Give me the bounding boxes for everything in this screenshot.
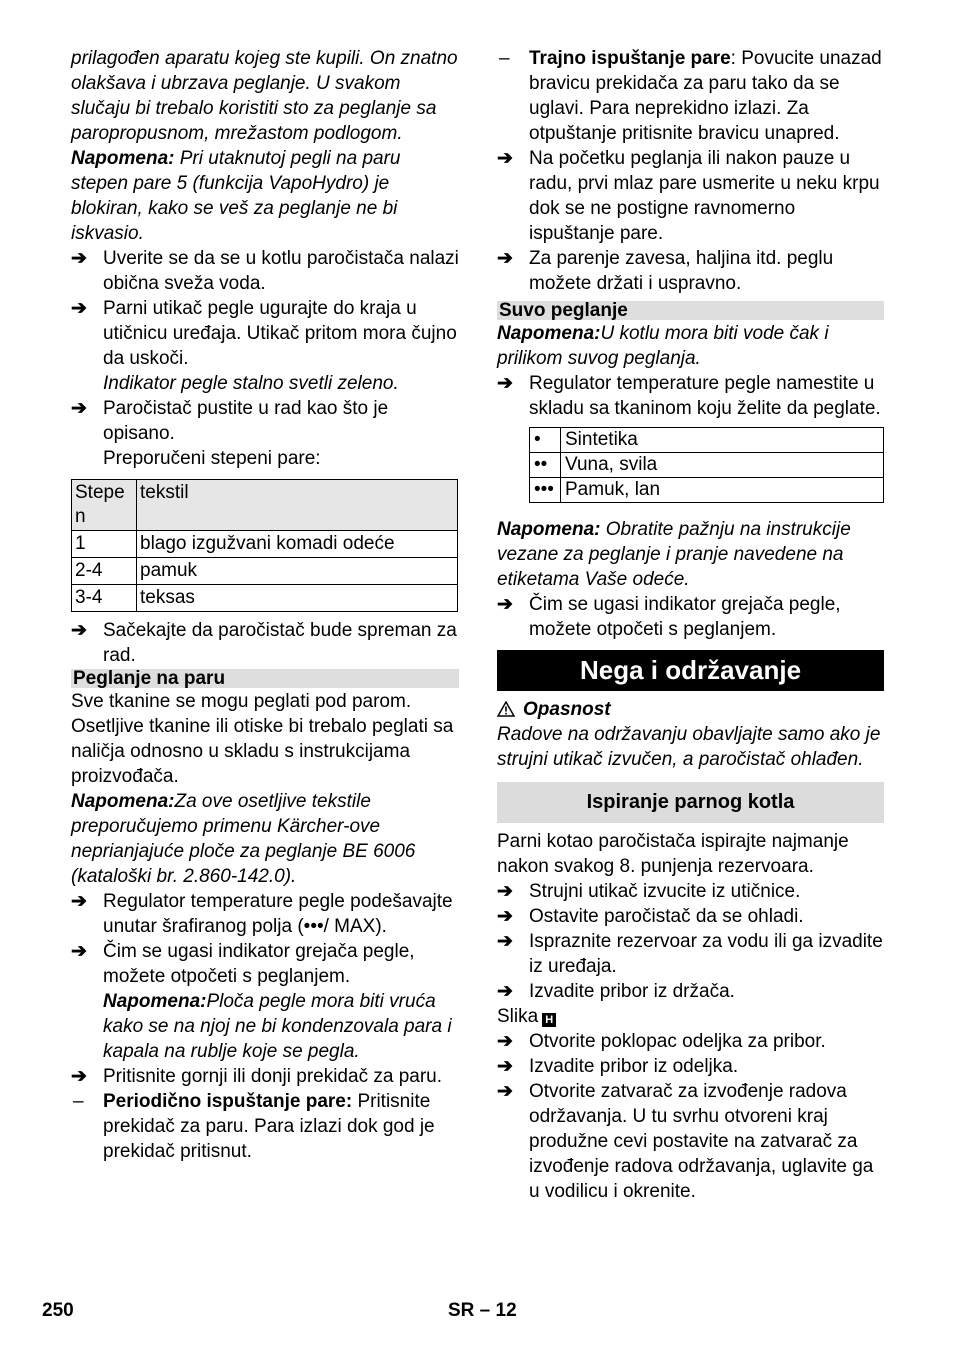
step-text: Izvadite pribor iz odeljka. [529,1056,739,1077]
note-paragraph [497,321,884,371]
danger-heading [497,697,884,722]
arrow-icon: ➔ [71,891,87,912]
table-cell: •• [530,453,561,478]
arrow-icon: ➔ [497,1081,513,1102]
instruction-step [71,618,459,668]
dash-text: Pritisnite prekidač za paru. Para izlazi dok god je prekidač pritisnut. [103,1091,435,1162]
note-text: Pri utaknutoj pegli na paru stepen pare 5 (funkcija VapoHydro) je blokiran, kako se veš za peglanje ne bi iskvasio. [71,148,401,244]
instruction-step [71,246,459,296]
note-label: Napomena: [497,323,601,344]
left-column [71,46,459,1164]
table-cell: teksas [137,585,458,612]
dash-item [71,1089,459,1164]
right-column [497,46,884,1204]
temperature-dot-table [529,427,884,503]
table-row [530,428,884,453]
instruction-step [497,929,884,979]
dash-bullet: – [499,48,510,69]
table-cell: Vuna, svila [561,453,884,478]
step-text: Izvadite pribor iz držača. [529,981,735,1002]
steam-level-table [71,479,458,612]
instruction-step [71,939,459,989]
arrow-icon: ➔ [497,148,513,169]
step-text: Otvorite zatvarač za izvođenje radova održavanja. U tu svrhu otvoreni kraj produžne cevi postavite na zatvarač za izvođenje radova održavanja, uglavite ga u vodilicu i okrenite. [529,1081,874,1202]
table-cell: 2-4 [72,558,137,585]
dash-text: : Povucite unazad bravicu prekidača za paru tako da se uglavi. Para neprekidno izlazi. Za otpuštanje pritisnite bravicu unapred. [529,48,882,144]
note-label: Napomena: [71,148,175,169]
step-text: Čim se ugasi indikator grejača pegle, možete otpočeti s peglanjem. [529,594,841,640]
note-text: Za ove osetljive tekstile preporučujemo primenu Kärcher-ove neprianjajuće ploče za peglanje BE 6006 (kataloški br. 2.860-142.0). [71,791,416,887]
note-paragraph [71,146,459,246]
figure-letter-badge: H [542,1013,556,1027]
arrow-icon: ➔ [71,398,87,419]
step-text: Regulator temperature pegle podešavajte unutar šrafiranog polja (•••/ MAX). [103,891,453,937]
table-header-row [72,480,458,531]
steam-paragraph: Sve tkanine se mogu peglati pod parom. Osetljive tkanine ili otiske bi trebalo peglati sa naličja odnosno u skladu s instrukcijama proizvođača. [71,691,454,787]
note-text: Obratite pažnju na instrukcije vezane za peglanje i pranje navedene na etiketama Vaše odeće. [497,519,851,590]
danger-label: Opasnost [523,699,611,720]
figure-label: Slika [497,1006,539,1027]
step-text: Za parenje zavesa, haljina itd. peglu možete držati i uspravno. [529,248,834,294]
danger-text: Radove na održavanju obavljajte samo ako je strujni utikač izvučen, a paročistač ohlađen. [497,724,881,770]
instruction-step [497,879,884,904]
table-row [530,453,884,478]
note-paragraph [71,989,459,1064]
page-number: 250 [42,1300,74,1321]
section-page-label: SR – 12 [448,1300,517,1321]
note-label: Napomena: [71,791,175,812]
table-header-cell: Stepe n [72,480,137,531]
arrow-icon: ➔ [497,594,513,615]
table-cell: Pamuk, lan [561,478,884,503]
note-label: Napomena: [103,991,207,1012]
arrow-icon: ➔ [71,941,87,962]
arrow-icon: ➔ [497,906,513,927]
table-row [72,558,458,585]
note-paragraph [497,517,884,592]
figure-reference [497,1004,884,1029]
arrow-icon: ➔ [497,248,513,269]
instruction-step [71,889,459,939]
instruction-step [497,146,884,246]
arrow-icon: ➔ [71,620,87,641]
step-result-note: Indikator pegle stalno svetli zeleno. [103,373,399,394]
note-text: U kotlu mora biti vode čak i prilikom suvog peglanja. [497,323,829,369]
dash-bullet: – [73,1091,84,1112]
arrow-icon: ➔ [497,373,513,394]
instruction-step [497,1029,884,1054]
note-label: Napomena: [497,519,601,540]
table-cell: Sintetika [561,428,884,453]
instruction-step [497,904,884,929]
instruction-step [497,592,884,642]
table-cell: ••• [530,478,561,503]
instruction-step [71,296,459,371]
step-text: Parni utikač pegle ugurajte do kraja u utičnicu uređaja. Utikač pritom mora čujno da uskoči. [103,298,457,369]
warning-triangle-icon [497,701,515,717]
section-heading-dry-ironing: Suvo peglanje [497,301,884,320]
arrow-icon: ➔ [497,881,513,902]
arrow-icon: ➔ [71,248,87,269]
arrow-icon: ➔ [497,981,513,1002]
instruction-step [497,1054,884,1079]
section-heading-rinse: Ispiranje parnog kotla [497,782,884,823]
table-row [530,478,884,503]
arrow-icon: ➔ [71,298,87,319]
table-cell: pamuk [137,558,458,585]
arrow-icon: ➔ [497,1031,513,1052]
dash-label: Periodično ispuštanje pare: [103,1091,353,1112]
step-text: Regulator temperature pegle namestite u skladu sa tkaninom koju želite da peglate. [529,373,881,419]
step-text: Pritisnite gornji ili donji prekidač za paru. [103,1066,442,1087]
instruction-step [497,979,884,1004]
note-text: Ploča pegle mora biti vruća kako se na njoj ne bi kondenzovala para i kapala na rublje koje se pegla. [103,991,452,1062]
dash-item [497,46,884,146]
note-paragraph [71,789,459,889]
step-text: Sačekajte da paročistač bude spreman za rad. [103,620,457,666]
step-text: Strujni utikač izvucite iz utičnice. [529,881,801,902]
table-cell: blago izgužvani komadi odeće [137,531,458,558]
table-row [72,585,458,612]
arrow-icon: ➔ [497,931,513,952]
table-cell: • [530,428,561,453]
table-row [72,531,458,558]
section-heading-steam-ironing: Peglanje na paru [71,669,459,688]
step-text: Otvorite poklopac odeljka za pribor. [529,1031,826,1052]
table-intro: Preporučeni stepeni pare: [103,448,321,469]
table-header-cell: tekstil [137,480,458,531]
intro-paragraph: prilagođen aparatu kojeg ste kupili. On znatno olakšava i ubrzava peglanje. U svakom slučaju bi trebalo koristiti sto za peglanje sa paropropusnom, mrežastom podlogom. [71,48,458,144]
table-cell: 3-4 [72,585,137,612]
step-text: Ostavite paročistač da se ohladi. [529,906,804,927]
arrow-icon: ➔ [497,1056,513,1077]
instruction-step [497,1079,884,1204]
table-cell: 1 [72,531,137,558]
dash-label: Trajno ispuštanje pare [529,48,731,69]
step-text: Na početku peglanja ili nakon pauze u radu, prvi mlaz pare usmerite u neku krpu dok se ne postigne ravnomerno ispuštanje pare. [529,148,880,244]
chapter-heading: Nega i održavanje [497,650,884,691]
instruction-step [497,371,884,421]
arrow-icon: ➔ [71,1066,87,1087]
instruction-step [71,1064,459,1089]
instruction-step [497,246,884,296]
rinse-paragraph: Parni kotao paročistača ispirajte najmanje nakon svakog 8. punjenja rezervoara. [497,831,849,877]
step-text: Uverite se da se u kotlu paročistača nalazi obična sveža voda. [103,248,459,294]
step-text: Ispraznite rezervoar za vodu ili ga izvadite iz uređaja. [529,931,883,977]
step-text: Paročistač pustite u rad kao što je opisano. [103,398,389,444]
instruction-step [71,396,459,446]
step-text: Čim se ugasi indikator grejača pegle, možete otpočeti s peglanjem. [103,941,415,987]
